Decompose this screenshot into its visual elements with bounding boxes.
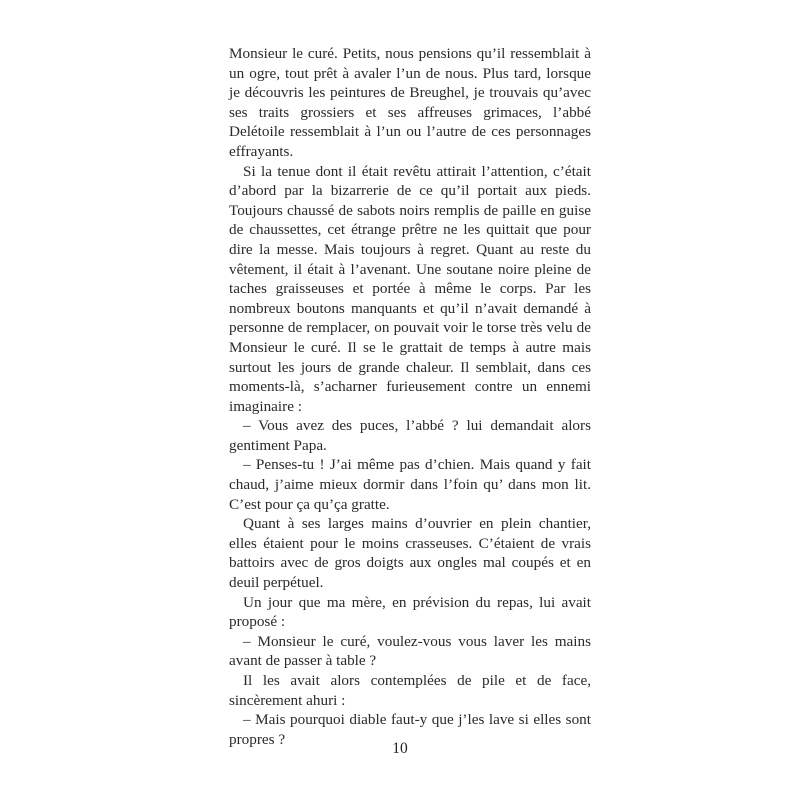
paragraph: Un jour que ma mère, en prévision du repas, lui avait proposé : [229,593,591,631]
paragraph: Il les avait alors contemplées de pile et de face, sincèrement ahuri : [229,672,591,709]
dialogue-line: – Mais pourquoi diable faut-y que j’les lave si elles sont propres ? [229,711,591,748]
page-number: 10 [392,740,408,757]
paragraph: Monsieur le curé. Petits, nous pensions qu’il ressemblait à un ogre, tout prêt à avaler l’un de nous. Plus tard, lorsque je découvris les peintures de Breughel, je trouvais qu’avec ses traits grossiers et ses affreuses grimaces, l’abbé Delétoile ressemblait à l’un ou l’autre de ces personnages effrayants. [229,45,591,160]
dialogue-line: – Monsieur le curé, voulez-vous vous laver les mains avant de passer à table ? [229,632,591,670]
dialogue-line: – Penses-tu ! J’ai même pas d’chien. Mais quand y fait chaud, j’aime mieux dormir dans l’foin qu’ dans mon lit. C’est pour ça qu’ça gratte. [229,456,591,513]
body-text [229,44,591,749]
dialogue-line: – Vous avez des puces, l’abbé ? lui demandait alors gentiment Papa. [229,417,591,454]
paragraph: Si la tenue dont il était revêtu attirait l’attention, c’était d’abord par la bizarrerie de ce qu’il portait aux pieds. Toujours chaussé de sabots noirs remplis de paille en guise de chaussettes, cet étrange prêtre ne les quittait que pour dire la messe. Mais toujours à regret. Quant au reste du vêtement, il était à l’avenant. Une soutane noire pleine de taches graisseuses et portée à même le corps. Par les nombreux boutons manquants et qu’il n’avait demandé à personne de remplacer, on pouvait voir le torse très velu de Monsieur le curé. Il se le grattait de temps à autre mais surtout les jours de grande chaleur. Il semblait, dans ces moments-là, s’acharner furieusement contre un ennemi imaginaire : [229,162,591,415]
paragraph: Quant à ses larges mains d’ouvrier en plein chantier, elles étaient pour le moins crasseuses. C’étaient de vrais battoirs avec de gros doigts aux ongles mal coupés et en deuil perpétuel. [229,515,591,592]
